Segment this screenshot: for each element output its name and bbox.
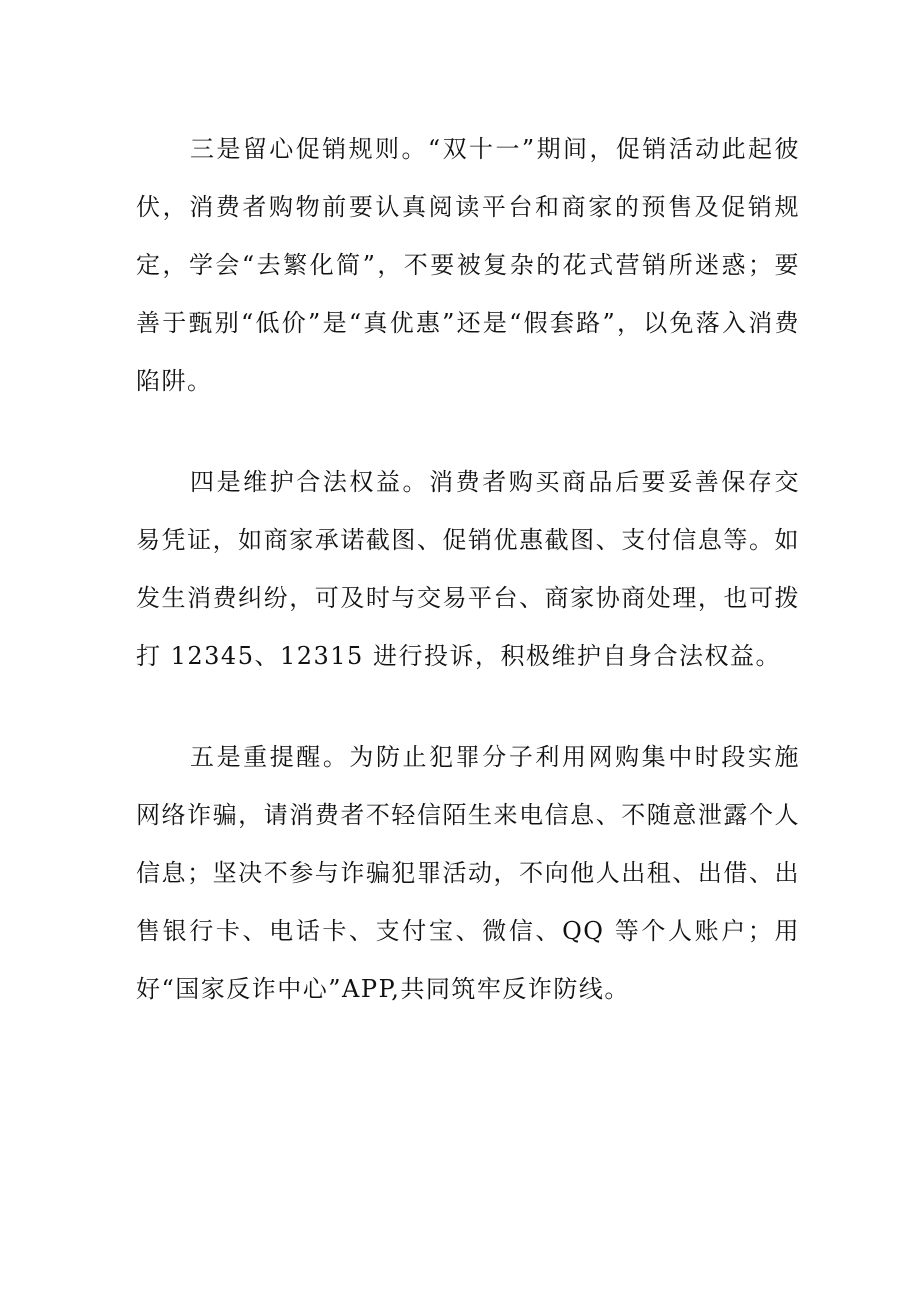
paragraph-legal-rights: 四是维护合法权益。消费者购买商品后要妥善保存交易凭证，如商家承诺截图、促销优惠截图、支付信息等。如发生消费纠纷，可及时与交易平台、商家协商处理，也可拨打 12345、12315 进行投诉，积极维护自身合法权益。 [136,468,800,670]
paragraph-fraud-reminder: 五是重提醒。为防止犯罪分子利用网购集中时段实施网络诈骗，请消费者不轻信陌生来电信息、不随意泄露个人信息；坚决不参与诈骗犯罪活动，不向他人出租、出借、出售银行卡、电话卡、支付宝、微信、QQ 等个人账户；用好“国家反诈中心”APP,共同筑牢反诈防线。 [136,743,800,1003]
document-body [136,120,800,1061]
paragraph-promotion-rules: 三是留心促销规则。“双十一”期间，促销活动此起彼伏，消费者购物前要认真阅读平台和商家的预售及促销规定，学会“去繁化简”，不要被复杂的花式营销所迷惑；要善于甄别“低价”是“真优惠”还是“假套路”，以免落入消费陷阱。 [136,135,800,395]
